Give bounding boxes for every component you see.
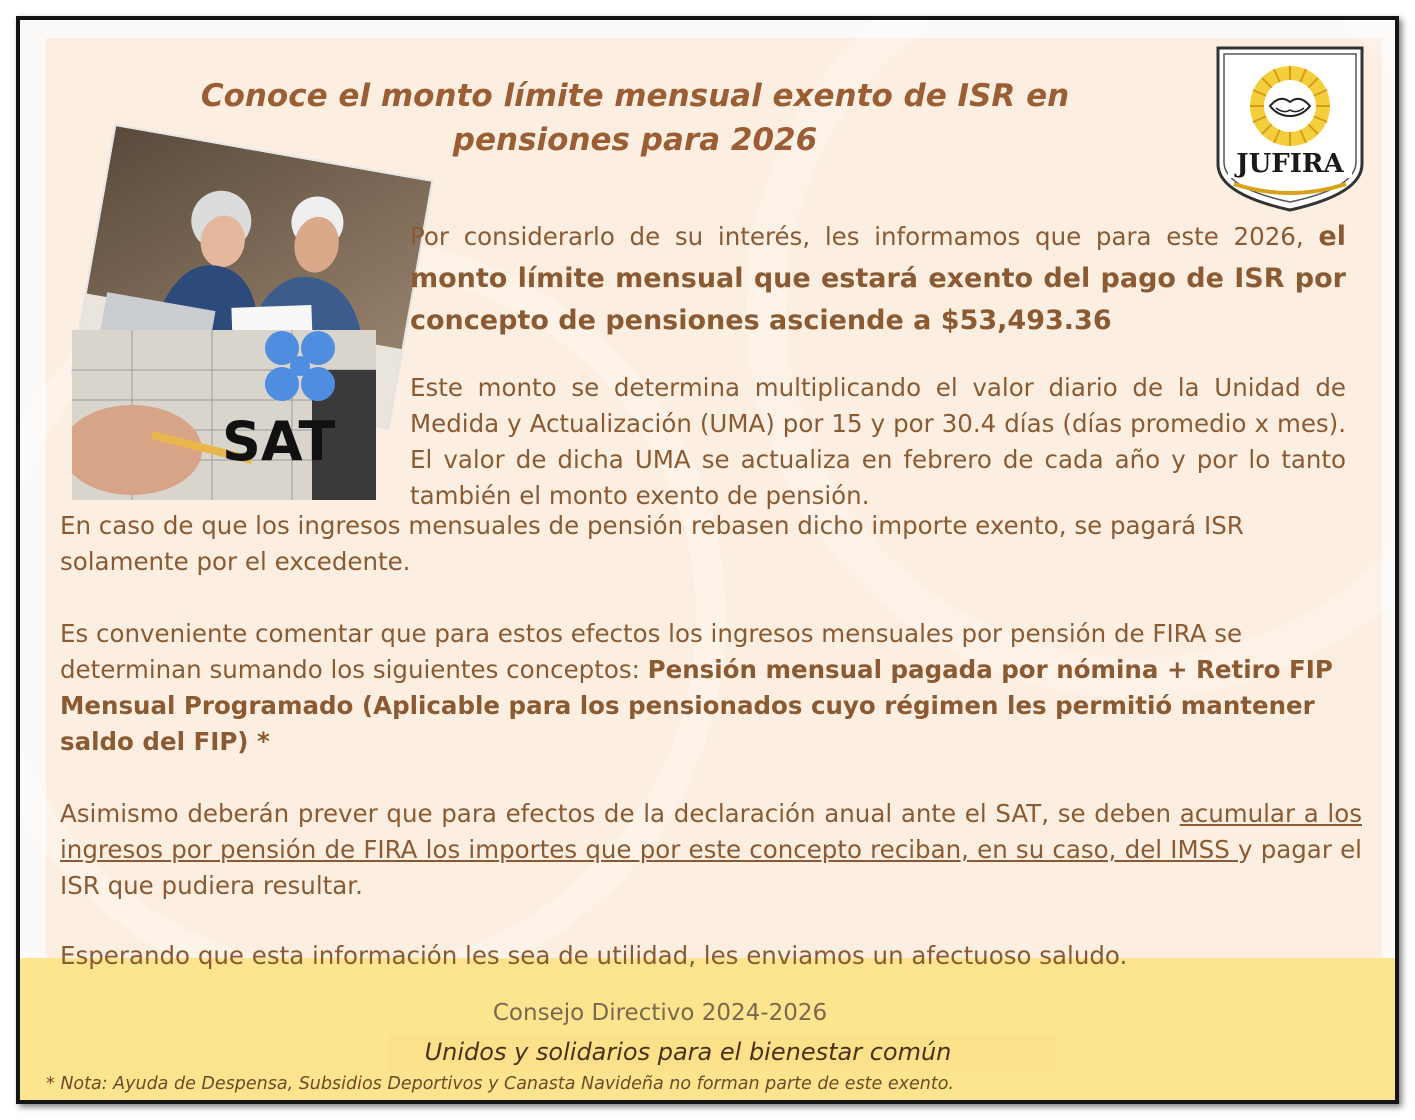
closing-text: Esperando que esta información les sea de utilidad, les enviamos un afectuoso saludo. [60, 941, 1128, 970]
sat-paragraph [60, 796, 1362, 904]
sat-photo-graphic [72, 330, 376, 500]
intro-text: Por considerarlo de su interés, les informamos que para este 2026, [410, 222, 1304, 251]
logo-name-text: JUFIRA [1236, 149, 1344, 179]
sat-text-start: Asimismo deberán prever que para efectos de la declaración anual ante el SAT, se deben [60, 799, 1180, 828]
conceptos-formula: Pensión mensual pagada por nómina + Retiro FIP Mensual Programado (Aplicable para los pensionados cuyo régimen les permitió mantener saldo del FIP) * [60, 655, 1333, 756]
excedente-paragraph: En caso de que los ingresos mensuales de pensión rebasen dicho importe exento, se pagará ISR solamente por el excedente. [60, 511, 1244, 576]
title-line-1: Conoce el monto límite mensual exento de ISR en [200, 78, 1070, 114]
jufira-logo [1214, 44, 1366, 214]
uma-paragraph: Este monto se determina multiplicando el valor diario de la Unidad de Medida y Actualización (UMA) por 15 y por 30.4 días (días promedio x mes). El valor de dicha UMA se actualiza en febrero de cada año y por lo tanto también el monto exento de pensión. [410, 373, 1346, 510]
signature: Consejo Directivo 2024-2026 [492, 1000, 828, 1026]
footnote: * Nota: Ayuda de Despensa, Subsidios Deportivos y Canasta Navideña no forman parte de este exento. [46, 1074, 954, 1094]
exempt-amount-statement: el monto límite mensual que estará exento del pago de ISR por concepto de pensiones asciende a $53,493.36 [410, 221, 1346, 336]
notice-card [16, 16, 1399, 1104]
sat-logo-text: SAT [222, 410, 336, 473]
title-line-2: pensiones para 2026 [452, 122, 818, 158]
page-title [200, 74, 1070, 162]
intro-paragraph [410, 216, 1346, 342]
conceptos-paragraph [60, 616, 1370, 760]
sat-text-end: y pagar el ISR que pudiera resultar. [60, 835, 1362, 900]
sat-underlined-text: acumular a los ingresos por pensión de FIRA los importes que por este concepto reciban, en su caso, del IMSS [60, 799, 1362, 864]
conceptos-text: Es conveniente comentar que para estos efectos los ingresos mensuales por pensión de FIRA se determinan sumando los siguientes conceptos: [60, 619, 1243, 684]
motto: Unidos y solidarios para el bienestar común [424, 1038, 952, 1066]
sat-photo [72, 330, 376, 500]
